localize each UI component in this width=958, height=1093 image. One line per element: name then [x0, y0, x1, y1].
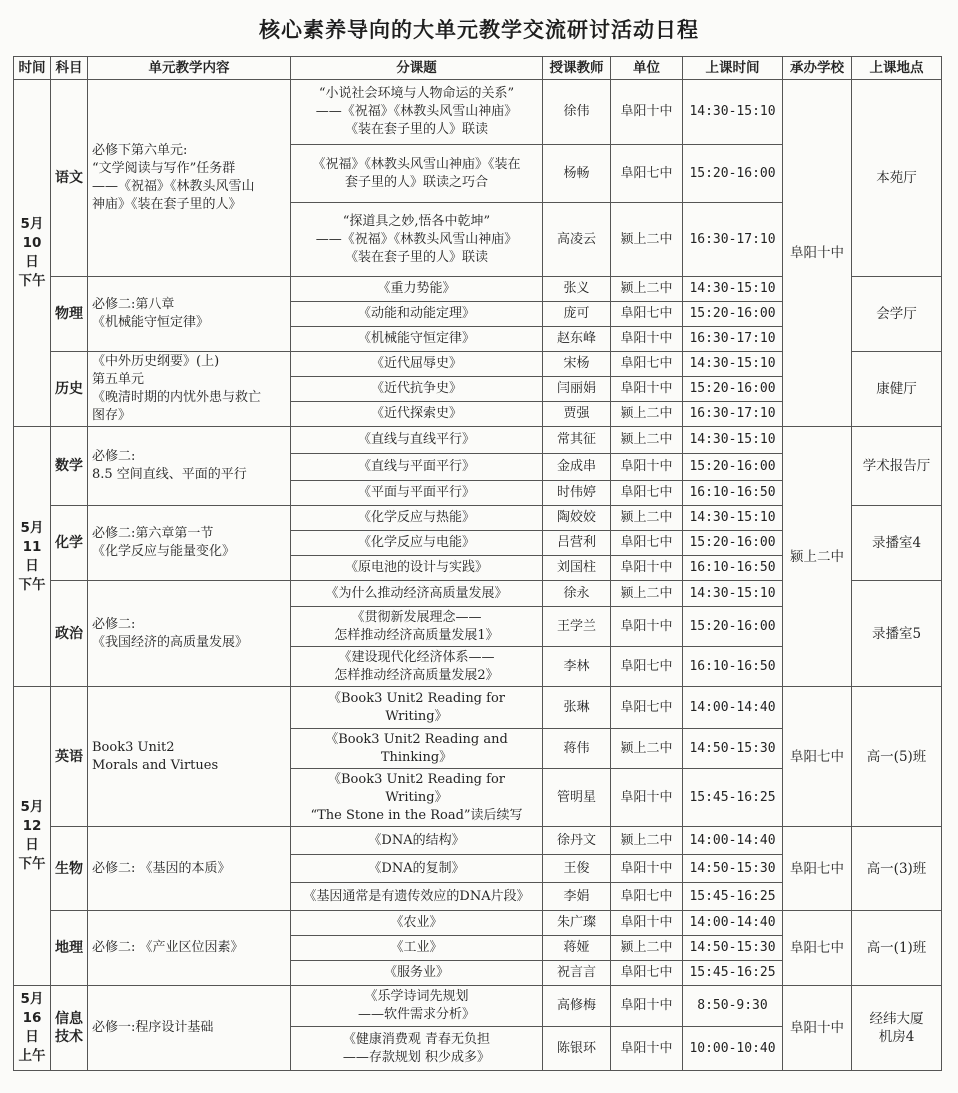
text-line: 《Book3 Unit2 Reading for — [328, 771, 505, 787]
venue-cell — [852, 827, 942, 911]
teacher-cell: 李林 — [543, 647, 611, 687]
text-line: 《直线与平面平行》 — [357, 459, 475, 474]
text-line: 《装在套子里的人》联读 — [344, 122, 488, 137]
text-line: 神庙》《装在套子里的人》 — [92, 197, 242, 212]
text-line: 5月 — [20, 519, 44, 536]
teacher-cell: 徐丹文 — [543, 827, 611, 855]
teacher-cell: 朱广璨 — [543, 911, 611, 936]
unit-cell: 颍上二中 — [611, 936, 683, 961]
text-line: 上午 — [18, 1048, 46, 1064]
text-line: 会学厅 — [876, 306, 917, 322]
subject-cell — [51, 427, 88, 506]
topic-cell — [291, 145, 543, 203]
text-line: Morals and Virtues — [92, 757, 219, 773]
text-line: 16日 — [22, 1010, 42, 1045]
unit-cell: 阜阳七中 — [611, 531, 683, 556]
text-line: ——《祝福》《林教头风雪山神庙》 — [315, 231, 518, 247]
header-cell: 科目 — [51, 57, 88, 80]
text-line: 英语 — [55, 748, 83, 765]
text-line: ——《祝福》《林教头风雪山 — [92, 179, 255, 194]
unit-cell: 颍上二中 — [611, 277, 683, 302]
host-school-cell — [783, 80, 852, 427]
topic-cell — [291, 687, 543, 729]
text-line: 《原电池的设计与实践》 — [344, 560, 488, 575]
lesson-time-cell: 14:00-14:40 — [683, 911, 783, 936]
unit-content-cell — [88, 352, 291, 427]
venue-cell — [852, 986, 942, 1071]
text-line: 阜阳十中 — [790, 245, 844, 261]
topic-cell — [291, 352, 543, 377]
topic-cell — [291, 855, 543, 883]
text-line: 《中外历史纲要》(上) — [92, 354, 220, 369]
text-line: 历史 — [55, 381, 83, 397]
unit-cell: 阜阳七中 — [611, 883, 683, 911]
teacher-cell: 蒋娅 — [543, 936, 611, 961]
unit-cell: 阜阳十中 — [611, 454, 683, 481]
topic-cell — [291, 531, 543, 556]
lesson-time-cell: 14:50-15:30 — [683, 855, 783, 883]
unit-cell: 阜阳七中 — [611, 647, 683, 687]
text-line: 必修二: — [92, 449, 136, 464]
topic-cell — [291, 80, 543, 145]
text-line: 必修一:程序设计基础 — [92, 1020, 214, 1035]
table-row — [14, 827, 942, 855]
lesson-time-cell: 15:20-16:00 — [683, 145, 783, 203]
unit-content-cell — [88, 911, 291, 986]
page-title: 核心素养导向的大单元教学交流研讨活动日程 — [259, 18, 699, 42]
topic-cell — [291, 769, 543, 827]
text-line: 《乐学诗词先规划 — [364, 989, 469, 1004]
text-line: 《我国经济的高质量发展》 — [92, 634, 249, 650]
text-line: 《为什么推动经济高质量发展》 — [325, 585, 508, 601]
subject-cell — [51, 687, 88, 827]
unit-cell: 阜阳十中 — [611, 1027, 683, 1071]
text-line: 《装在套子里的人》联读 — [344, 249, 488, 265]
text-line: 5月 — [20, 991, 44, 1007]
teacher-cell: 张义 — [543, 277, 611, 302]
lesson-time-cell: 16:10-16:50 — [683, 556, 783, 581]
table-row — [14, 687, 942, 729]
teacher-cell: 王俊 — [543, 855, 611, 883]
lesson-time-cell: 15:20-16:00 — [683, 377, 783, 402]
subject-cell — [51, 352, 88, 427]
text-line: 《近代抗争史》 — [370, 381, 462, 396]
unit-content-cell — [88, 277, 291, 352]
text-line: 第五单元 — [92, 372, 145, 387]
text-line: 数学 — [55, 458, 83, 474]
text-line: 《农业》 — [390, 915, 443, 930]
unit-cell: 阜阳十中 — [611, 911, 683, 936]
lesson-time-cell: 14:30-15:10 — [683, 352, 783, 377]
text-line: 《机械能守恒定律》 — [92, 315, 210, 330]
unit-cell: 颍上二中 — [611, 729, 683, 769]
lesson-time-cell: 15:45-16:25 — [683, 883, 783, 911]
topic-cell — [291, 481, 543, 506]
text-line: 11日 — [22, 538, 42, 574]
text-line: 《晚清时期的内忧外患与救亡 — [92, 390, 262, 405]
text-line: 《工业》 — [390, 940, 443, 955]
subject-cell — [51, 581, 88, 687]
lesson-time-cell: 15:20-16:00 — [683, 454, 783, 481]
text-line: 《化学反应与热能》 — [357, 510, 475, 525]
text-line: “小说社会环境与人物命运的关系” — [318, 86, 515, 101]
text-line: 必修二: 《基因的本质》 — [92, 860, 231, 876]
lesson-time-cell: 15:20-16:00 — [683, 302, 783, 327]
subject-cell — [51, 506, 88, 581]
text-line: 下午 — [18, 856, 46, 872]
unit-content-cell — [88, 687, 291, 827]
topic-cell — [291, 729, 543, 769]
text-line: ——存款规划 积少成多》 — [342, 1049, 491, 1065]
topic-cell — [291, 506, 543, 531]
header-cell: 承办学校 — [783, 57, 852, 80]
text-line: 《重力势能》 — [377, 281, 456, 296]
unit-cell: 阜阳七中 — [611, 352, 683, 377]
topic-cell — [291, 911, 543, 936]
venue-cell — [852, 277, 942, 352]
teacher-cell: 王学兰 — [543, 607, 611, 647]
text-line: 物理 — [55, 306, 83, 322]
text-line: 语文 — [55, 170, 83, 186]
text-line: 高一(3)班 — [866, 860, 927, 877]
topic-cell — [291, 827, 543, 855]
teacher-cell: 吕营利 — [543, 531, 611, 556]
unit-cell: 阜阳十中 — [611, 327, 683, 352]
text-line: 学术报告厅 — [862, 458, 931, 474]
venue-cell — [852, 687, 942, 827]
lesson-time-cell: 15:45-16:25 — [683, 769, 783, 827]
lesson-time-cell: 10:00-10:40 — [683, 1027, 783, 1071]
unit-cell: 阜阳七中 — [611, 961, 683, 986]
unit-cell: 阜阳十中 — [611, 80, 683, 145]
lesson-time-cell: 15:20-16:00 — [683, 607, 783, 647]
host-school-cell — [783, 986, 852, 1071]
text-line: 康健厅 — [876, 381, 917, 397]
text-line: 必修二: — [92, 616, 136, 632]
text-line: 录播室4 — [871, 535, 922, 551]
text-line: 经纬大厦 — [869, 1011, 924, 1027]
unit-content-cell — [88, 80, 291, 277]
lesson-time-cell: 14:00-14:40 — [683, 827, 783, 855]
teacher-cell: 闫丽娟 — [543, 377, 611, 402]
unit-cell: 颍上二中 — [611, 581, 683, 607]
text-line: 《Book3 Unit2 Reading and — [325, 731, 508, 747]
subject-cell — [51, 827, 88, 911]
header-row — [14, 57, 942, 80]
text-line: 必修二:第八章 — [92, 297, 175, 312]
teacher-cell: 刘国柱 — [543, 556, 611, 581]
topic-cell — [291, 454, 543, 481]
teacher-cell: 李娟 — [543, 883, 611, 911]
topic-cell — [291, 302, 543, 327]
text-line: 技术 — [55, 1029, 83, 1045]
text-line: 怎样推动经济高质量发展2》 — [334, 667, 499, 683]
text-line: 高一(5)班 — [866, 748, 927, 765]
subject-cell — [51, 986, 88, 1071]
text-line: 下午 — [18, 576, 46, 593]
text-line: 《平面与平面平行》 — [357, 485, 475, 500]
text-line: 《建设现代化经济体系—— — [338, 649, 495, 665]
text-line: 《基因通常是有遗传效应的DNA片段》 — [303, 888, 530, 904]
topic-cell — [291, 427, 543, 454]
lesson-time-cell: 14:30-15:10 — [683, 277, 783, 302]
unit-cell: 阜阳十中 — [611, 986, 683, 1027]
text-line: 政治 — [55, 625, 83, 642]
unit-content-cell — [88, 986, 291, 1071]
text-line: Book3 Unit2 — [92, 739, 175, 755]
topic-cell — [291, 607, 543, 647]
topic-cell — [291, 986, 543, 1027]
unit-cell: 阜阳七中 — [611, 687, 683, 729]
topic-cell — [291, 1027, 543, 1071]
teacher-cell: 蒋伟 — [543, 729, 611, 769]
text-line: 《贯彻新发展理念—— — [351, 609, 482, 625]
topic-cell — [291, 203, 543, 277]
text-line: 《化学反应与能量变化》 — [92, 544, 236, 559]
lesson-time-cell: 15:20-16:00 — [683, 531, 783, 556]
lesson-time-cell: 15:45-16:25 — [683, 961, 783, 986]
text-line: 12日 — [22, 818, 42, 853]
lesson-time-cell: 14:30-15:10 — [683, 506, 783, 531]
lesson-time-cell: 16:10-16:50 — [683, 647, 783, 687]
text-line: 阜阳十中 — [790, 1020, 844, 1036]
host-school-cell — [783, 827, 852, 911]
text-line: 阜阳七中 — [790, 860, 844, 877]
venue-cell — [852, 80, 942, 277]
text-line: 必修二: 《产业区位因素》 — [92, 940, 244, 955]
text-line: 地理 — [55, 940, 83, 956]
text-line: 《近代屈辱史》 — [370, 356, 462, 371]
teacher-cell: 赵东峰 — [543, 327, 611, 352]
topic-cell — [291, 327, 543, 352]
subject-cell — [51, 277, 88, 352]
header-cell: 上课时间 — [683, 57, 783, 80]
unit-cell: 颍上二中 — [611, 427, 683, 454]
teacher-cell: 宋杨 — [543, 352, 611, 377]
schedule-body — [14, 80, 942, 1071]
teacher-cell: 杨畅 — [543, 145, 611, 203]
teacher-cell: 贾强 — [543, 402, 611, 427]
unit-cell: 阜阳十中 — [611, 556, 683, 581]
topic-cell — [291, 556, 543, 581]
header-cell: 单位 — [611, 57, 683, 80]
text-line: 《化学反应与电能》 — [357, 535, 475, 550]
teacher-cell: 陈银环 — [543, 1027, 611, 1071]
venue-cell — [852, 352, 942, 427]
lesson-time-cell: 14:30-15:10 — [683, 80, 783, 145]
teacher-cell: 张琳 — [543, 687, 611, 729]
header-cell: 时间 — [14, 57, 51, 80]
text-line: 颍上二中 — [790, 548, 844, 565]
teacher-cell: 高凌云 — [543, 203, 611, 277]
date-cell — [14, 427, 51, 687]
text-line: 阜阳七中 — [790, 748, 844, 765]
date-cell — [14, 687, 51, 986]
unit-cell: 阜阳十中 — [611, 607, 683, 647]
text-line: Writing》 — [385, 789, 448, 805]
header-cell: 授课教师 — [543, 57, 611, 80]
header-cell: 上课地点 — [852, 57, 942, 80]
table-row — [14, 80, 942, 145]
text-line: 套子里的人》联读之巧合 — [344, 174, 488, 190]
text-line: 生物 — [55, 860, 83, 877]
teacher-cell: 高修梅 — [543, 986, 611, 1027]
text-line: 必修下第六单元: — [92, 143, 188, 158]
text-line: 8.5 空间直线、平面的平行 — [92, 467, 247, 482]
teacher-cell: 陶姣姣 — [543, 506, 611, 531]
unit-content-cell — [88, 827, 291, 911]
text-line: 化学 — [55, 535, 83, 551]
date-cell — [14, 80, 51, 427]
unit-cell: 阜阳十中 — [611, 855, 683, 883]
venue-cell — [852, 506, 942, 581]
unit-cell: 阜阳十中 — [611, 769, 683, 827]
table-row — [14, 986, 942, 1027]
text-line: 高一(1)班 — [866, 940, 927, 956]
topic-cell — [291, 402, 543, 427]
teacher-cell: 常其征 — [543, 427, 611, 454]
topic-cell — [291, 647, 543, 687]
unit-content-cell — [88, 427, 291, 506]
header-cell: 分课题 — [291, 57, 543, 80]
unit-cell: 阜阳十中 — [611, 377, 683, 402]
text-line: 本苑厅 — [876, 170, 917, 186]
topic-cell — [291, 377, 543, 402]
teacher-cell: 庞可 — [543, 302, 611, 327]
unit-cell: 颍上二中 — [611, 506, 683, 531]
text-line: 录播室5 — [871, 625, 922, 642]
text-line: “The Stone in the Road”读后续写 — [310, 807, 523, 823]
text-line: 《近代探索史》 — [370, 406, 462, 421]
teacher-cell: 时伟婷 — [543, 481, 611, 506]
lesson-time-cell: 14:50-15:30 — [683, 936, 783, 961]
text-line: 《Book3 Unit2 Reading for — [328, 690, 505, 706]
unit-cell: 颍上二中 — [611, 402, 683, 427]
text-line: 必修二:第六章第一节 — [92, 526, 214, 541]
host-school-cell — [783, 687, 852, 827]
text-line: ——《祝福》《林教头风雪山神庙》 — [315, 104, 518, 119]
teacher-cell: 徐永 — [543, 581, 611, 607]
lesson-time-cell: 16:30-17:10 — [683, 203, 783, 277]
lesson-time-cell: 14:30-15:10 — [683, 427, 783, 454]
text-line: 《动能和动能定理》 — [357, 306, 475, 321]
topic-cell — [291, 936, 543, 961]
subject-cell — [51, 80, 88, 277]
text-line: 10日 — [22, 235, 42, 270]
text-line: 机房4 — [878, 1029, 915, 1045]
text-line: 《祝福》《林教头风雪山神庙》《装在 — [312, 156, 521, 172]
subject-cell — [51, 911, 88, 986]
venue-cell — [852, 581, 942, 687]
text-line: 信息 — [55, 1011, 83, 1027]
text-line: 阜阳七中 — [790, 940, 844, 956]
topic-cell — [291, 883, 543, 911]
table-row — [14, 911, 942, 936]
header-cell: 单元教学内容 — [88, 57, 291, 80]
topic-cell — [291, 581, 543, 607]
text-line: ——软件需求分析》 — [357, 1007, 475, 1022]
lesson-time-cell: 8:50-9:30 — [683, 986, 783, 1027]
unit-cell: 颍上二中 — [611, 827, 683, 855]
unit-content-cell — [88, 581, 291, 687]
lesson-time-cell: 14:30-15:10 — [683, 581, 783, 607]
teacher-cell: 徐伟 — [543, 80, 611, 145]
text-line: 《DNA的复制》 — [368, 860, 465, 876]
venue-cell — [852, 911, 942, 986]
lesson-time-cell: 14:50-15:30 — [683, 729, 783, 769]
text-line: 5月 — [20, 799, 44, 815]
venue-cell — [852, 427, 942, 506]
text-line: 下午 — [18, 273, 46, 289]
text-line: 《机械能守恒定律》 — [357, 331, 475, 346]
teacher-cell: 祝言言 — [543, 961, 611, 986]
topic-cell — [291, 961, 543, 986]
lesson-time-cell: 16:30-17:10 — [683, 402, 783, 427]
lesson-time-cell: 16:10-16:50 — [683, 481, 783, 506]
date-cell — [14, 986, 51, 1071]
text-line: 怎样推动经济高质量发展1》 — [334, 627, 499, 643]
lesson-time-cell: 14:00-14:40 — [683, 687, 783, 729]
unit-cell: 阜阳七中 — [611, 145, 683, 203]
unit-cell: 颍上二中 — [611, 203, 683, 277]
teacher-cell: 管明星 — [543, 769, 611, 827]
text-line: Writing》 — [385, 708, 448, 724]
schedule-table — [13, 56, 942, 1071]
text-line: 5月 — [20, 216, 44, 232]
host-school-cell — [783, 911, 852, 986]
topic-cell — [291, 277, 543, 302]
text-line: 《服务业》 — [383, 965, 449, 980]
host-school-cell — [783, 427, 852, 687]
unit-cell: 阜阳七中 — [611, 481, 683, 506]
text-line: 《DNA的结构》 — [368, 832, 465, 848]
unit-cell: 阜阳七中 — [611, 302, 683, 327]
unit-content-cell — [88, 506, 291, 581]
text-line: Thinking》 — [380, 749, 453, 765]
text-line: “文学阅读与写作”任务群 — [92, 161, 236, 176]
text-line: 《直线与直线平行》 — [357, 432, 475, 447]
teacher-cell: 金成串 — [543, 454, 611, 481]
text-line: 《健康消费观 青春无负担 — [342, 1031, 491, 1047]
text-line: “探道具之妙,悟各中乾坤” — [342, 213, 491, 229]
text-line: 图存》 — [92, 408, 132, 423]
lesson-time-cell: 16:30-17:10 — [683, 327, 783, 352]
table-row — [14, 427, 942, 454]
